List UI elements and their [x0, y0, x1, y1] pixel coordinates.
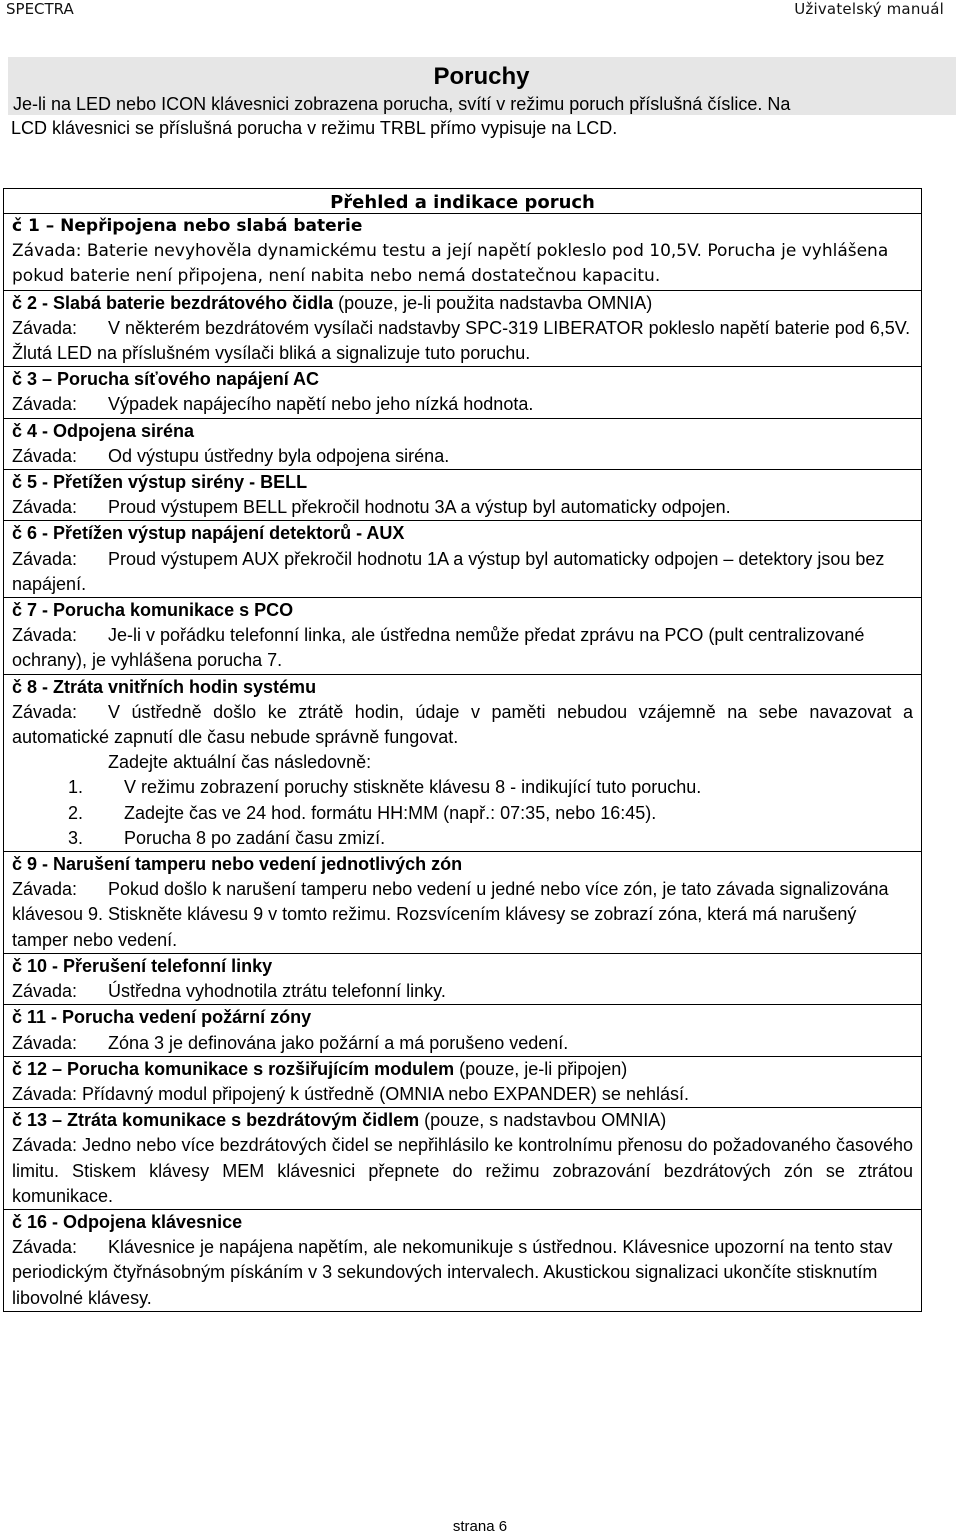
fault-heading: č 3 – Porucha síťového napájení AC	[12, 369, 320, 390]
fault-label: Závada:	[12, 879, 78, 900]
fault-description: Pokud došlo k narušení tamperu nebo vedení u jedné nebo více zón, je tato závada signalizována klávesou 9. Stiskněte klávesu 9 v tomto režimu. Rozsvícením klávesy se zobrazí zóna, která má narušený tamper nebo vedení.	[12, 879, 889, 950]
fault-heading-note: (pouze, s nadstavbou OMNIA)	[419, 1110, 667, 1131]
fault-description: Závada: Baterie nevyhověla dynamickému testu a její napětí pokleslo pod 10,5V. Porucha je vyhlášena pokud baterie není připojena, není nabita nebo nemá dostatečnou kapacitu.	[12, 241, 889, 287]
fault-table	[3, 188, 922, 1312]
step-1: 1. V režimu zobrazení poruchy stiskněte klávesu 8 - indikující tuto poruchu.	[68, 777, 702, 798]
fault-heading: č 8 - Ztráta vnitřních hodin systému	[12, 676, 317, 697]
fault-heading: č 13 – Ztráta komunikace s bezdrátovým čidlem	[12, 1110, 420, 1131]
fault-heading: č 9 - Narušení tamperu nebo vedení jednotlivých zón	[12, 854, 463, 875]
fault-description: Je-li v pořádku telefonní linka, ale ústředna nemůže předat zprávu na PCO (pult centralizované ochrany), je vyhlášena porucha 7.	[12, 625, 865, 671]
step-3: 3. Porucha 8 po zadání času zmizí.	[68, 827, 386, 848]
fault-heading: č 6 - Přetížen výstup napájení detektorů - AUX	[12, 523, 405, 544]
fault-label: Závada:	[12, 548, 78, 569]
fault-description: Závada: Jedno nebo více bezdrátových čidel se nepřihlásilo ke kontrolnímu přenosu do požadovaného časového limitu. Stiskem klávesy MEM klávesnici přepnete do režimu zobrazování bezdrátových zón se ztrátou komunikace.	[12, 1135, 913, 1206]
fault-description: Ústředna vyhodnotila ztrátu telefonní linky.	[108, 981, 446, 1002]
fault-row-2	[4, 291, 921, 368]
fault-row-7	[4, 598, 921, 675]
fault-heading: č 16 - Odpojena klávesnice	[12, 1211, 243, 1232]
fault-heading: č 7 - Porucha komunikace s PCO	[12, 600, 294, 621]
intro-line-1: Je-li na LED nebo ICON klávesnici zobrazena porucha, svítí v režimu poruch příslušná číslice. Na	[13, 94, 791, 114]
fault-label: Závada:	[12, 394, 78, 415]
table-title: Přehled a indikace poruch	[4, 189, 921, 214]
fault-row-3	[4, 367, 921, 418]
intro-box	[8, 57, 956, 115]
fault-row-1	[4, 214, 921, 291]
fault-label: Závada:	[12, 981, 78, 1002]
fault-heading-note: (pouze, je-li použita nadstavba OMNIA)	[333, 292, 653, 313]
fault-label: Závada:	[12, 701, 78, 722]
fault-description: Závada: Přídavný modul připojený k ústředně (OMNIA nebo EXPANDER) se nehlásí.	[12, 1083, 689, 1104]
fault-description: Výpadek napájecího napětí nebo jeho nízká hodnota.	[108, 394, 534, 415]
fault-description: Zóna 3 je definována jako požární a má porušeno vedení.	[108, 1032, 569, 1053]
header-left: SPECTRA	[6, 0, 74, 18]
fault-label: Závada:	[12, 625, 78, 646]
fault-label: Závada:	[12, 1237, 78, 1258]
fault-label: Závada:	[12, 445, 78, 466]
fault-row-8	[4, 675, 921, 852]
header-right: Uživatelský manuál	[794, 0, 944, 18]
step-2: 2. Zadejte čas ve 24 hod. formátu HH:MM (např.: 07:35, nebo 16:45).	[68, 802, 657, 823]
fault-heading: č 10 - Přerušení telefonní linky	[12, 955, 273, 976]
fault-row-4	[4, 419, 921, 470]
fault-description: Proud výstupem BELL překročil hodnotu 3A a výstup byl automaticky odpojen.	[108, 497, 731, 518]
intro-line-2: LCD klávesnici se příslušná porucha v režimu TRBL přímo vypisuje na LCD.	[11, 118, 618, 138]
fault-row-9	[4, 852, 921, 954]
fault-row-5	[4, 470, 921, 521]
fault-heading: č 2 - Slabá baterie bezdrátového čidla	[12, 292, 334, 313]
fault-row-10	[4, 954, 921, 1005]
fault-description: Klávesnice je napájena napětím, ale nekomunikuje s ústřednou. Klávesnice upozorní na tento stav periodickým čtyřnásobným pískáním v 3 sekundových intervalech. Akustickou signalizaci ukončíte stisknutím libovolné klávesy.	[12, 1237, 893, 1308]
fault-label: Závada:	[12, 1032, 78, 1053]
fault-heading: č 12 – Porucha komunikace s rozšiřujícím modulem	[12, 1058, 455, 1079]
fault-heading: č 4 - Odpojena siréna	[12, 420, 195, 441]
fault-label: Závada:	[12, 317, 78, 338]
steps-intro: Zadejte aktuální čas následovně:	[108, 752, 372, 773]
page-number: strana 6	[452, 1518, 508, 1535]
fault-description: Od výstupu ústředny byla odpojena siréna.	[108, 445, 450, 466]
fault-heading: č 5 - Přetížen výstup sirény - BELL	[12, 472, 308, 493]
fault-description: Proud výstupem AUX překročil hodnotu 1A a výstup byl automaticky odpojen – detektory jsou bez napájení.	[12, 548, 885, 594]
fault-heading: č 1 – Nepřipojena nebo slabá baterie	[12, 216, 363, 236]
fault-heading-note: (pouze, je-li připojen)	[454, 1058, 628, 1079]
fault-description: V některém bezdrátovém vysílači nadstavby SPC-319 LIBERATOR pokleslo napětí baterie pod 6,5V. Žlutá LED na příslušném vysílači bliká a signalizuje tuto poruchu.	[12, 317, 911, 364]
fault-description: V ústředně došlo ke ztrátě hodin, údaje v paměti nebudou vzájemně na sebe navazovat a automatické zapnutí dle času nebude správně fungovat.	[12, 701, 913, 748]
fault-row-16	[4, 1210, 921, 1311]
fault-row-13	[4, 1108, 921, 1210]
section-title: Poruchy	[433, 63, 530, 90]
fault-row-12	[4, 1057, 921, 1108]
fault-heading: č 11 - Porucha vedení požární zóny	[12, 1007, 312, 1028]
fault-label: Závada:	[12, 497, 78, 518]
fault-row-6	[4, 521, 921, 598]
fault-row-11	[4, 1005, 921, 1056]
